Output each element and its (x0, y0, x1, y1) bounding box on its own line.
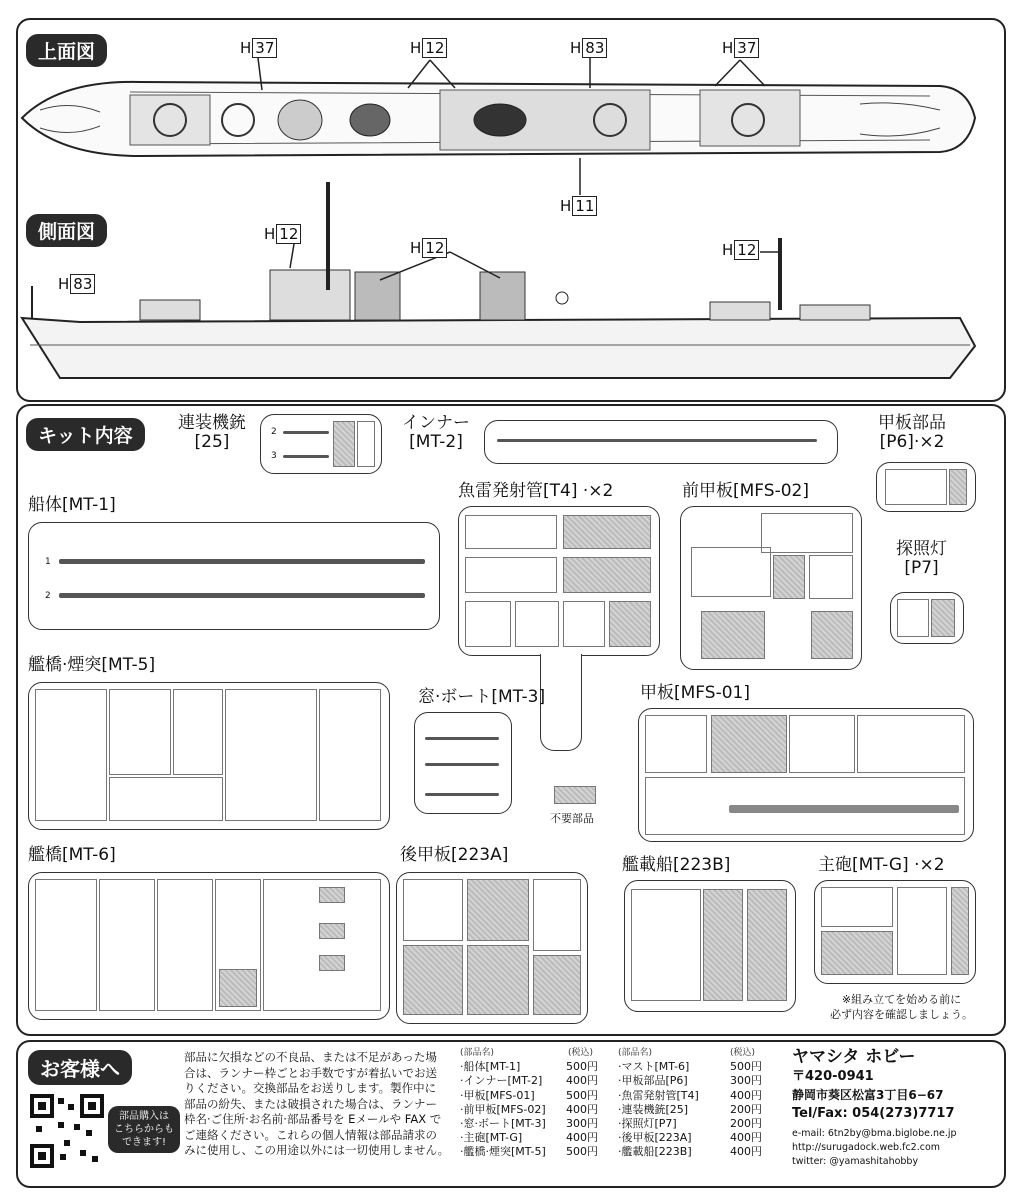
runner-p6-label: 甲板部品 [P6]·×2 (878, 413, 946, 452)
runner-p7-label: 探照灯 [P7] (896, 539, 947, 578)
runner-mt1-sprue: 1 2 (28, 522, 440, 630)
runner-mt1-label: 船体[MT-1] (28, 495, 116, 515)
company-twitter[interactable]: twitter: @yamashitahobby (792, 1156, 919, 1167)
price-row: ·後甲板[223A] 400円 (618, 1131, 762, 1145)
callout-top-h11: H 11 (560, 196, 597, 216)
kit-contents-heading: キット内容 (26, 418, 145, 451)
price-row: ·窓·ボート[MT-3] 300円 (460, 1116, 598, 1130)
callout-side-h12-funnel: H 12 (410, 238, 447, 258)
company-address: 静岡市葵区松富3丁目6−67 (792, 1088, 944, 1102)
runner-mtg-label: 主砲[MT-G] ·×2 (818, 855, 945, 875)
price-row: ·マスト[MT-6] 500円 (618, 1060, 762, 1074)
runner-t4-label: 魚雷発射管[T4] ·×2 (458, 481, 614, 501)
runner-mt5-sprue (28, 682, 390, 830)
price-row: ·探照灯[P7] 200円 (618, 1116, 762, 1130)
qr-caption: 部品購入は こちらからも できます! (108, 1106, 180, 1153)
check-contents-note: ※組み立てを始める前に 必ず内容を確認しましょう。 (830, 993, 973, 1021)
company-postal: 〒420-0941 (792, 1069, 874, 1084)
price-row: ·魚雷発射管[T4] 400円 (618, 1088, 762, 1102)
price-row: ·艦橋·煙突[MT-5] 500円 (460, 1145, 598, 1159)
runner-223b-sprue (624, 880, 796, 1012)
price-table-col2: (部品名) (税込) ·マスト[MT-6] 500円 ·甲板部品[P6] 300円 ·魚雷発射管[T4] 400円 ·連装機銃[25] 200円 ·探照灯[P7] 200円 ·後甲板[223A] 400円 ·艦載船[223B] 400円 (618, 1046, 774, 1160)
price-row: ·甲板[MFS-01] 500円 (460, 1088, 598, 1102)
runner-mt3-sprue (414, 712, 512, 814)
price-row: ·船体[MT-1] 500円 (460, 1060, 598, 1074)
runner-mfs02-sprue (680, 506, 862, 670)
price-row: ·インナー[MT-2] 400円 (460, 1074, 598, 1088)
runner-mt6-sprue (28, 872, 390, 1020)
customer-message: 部品に欠損などの不良品、または不足があった場 合は、ランナー枠ごとお手数ですが着払いでお送 りください。交換部品をお送りします。製作中に 部品の紛失、または破損された場合は、ランナー 枠名·ご住所·お名前·部品番号を Eメールや FAX で ご連絡ください。これらの個人情報は部品請求の みに使用し、この用途以外には一切使用しません。 (184, 1050, 450, 1157)
callout-top-h12: H 12 (410, 38, 447, 58)
company-info (792, 1046, 996, 1169)
price-table-col1: (部品名) (税込) ·船体[MT-1] 500円 ·インナー[MT-2] 400円 ·甲板[MFS-01] 500円 ·前甲板[MFS-02] 400円 ·窓·ボート[MT-3] 300円 ·主砲[MT-G] 400円 ·艦橋·煙突[MT-5] 500円 (460, 1046, 610, 1160)
runner-mfs01-label: 甲板[MFS-01] (640, 683, 750, 703)
runner-223b-label: 艦載船[223B] (622, 855, 731, 875)
price-row: ·主砲[MT-G] 400円 (460, 1131, 598, 1145)
price-row: ·前甲板[MFS-02] 400円 (460, 1102, 598, 1116)
runner-p7-sprue (890, 592, 964, 644)
unneeded-label: 不要部品 (550, 812, 594, 825)
runner-mt5-label: 艦橋·煙突[MT-5] (28, 655, 156, 675)
runner-mtg-sprue (814, 880, 976, 984)
runner-25-label: 連装機銃 [25] (178, 413, 246, 452)
customer-heading: お客様へ (28, 1050, 132, 1085)
runner-mfs02-label: 前甲板[MFS-02] (682, 481, 809, 501)
runner-mt2-label: インナー [MT-2] (402, 413, 470, 452)
top-view-heading: 上面図 (26, 34, 107, 67)
company-url[interactable]: http://surugadock.web.fc2.com (792, 1142, 941, 1153)
company-name: ヤマシタ ホビー (792, 1047, 916, 1067)
runner-223a-sprue (396, 872, 588, 1024)
company-email[interactable]: e-mail: 6tn2by@bma.biglobe.ne.jp (792, 1128, 957, 1139)
runner-t4-part59 (540, 654, 582, 751)
callout-top-h37-fore: H 37 (240, 38, 277, 58)
company-tel: Tel/Fax: 054(273)7717 (792, 1106, 955, 1121)
price-row: ·連装機銃[25] 200円 (618, 1102, 762, 1116)
runner-p6-sprue (876, 462, 976, 512)
callout-side-h83: H 83 (58, 274, 95, 294)
runner-t4-sprue (458, 506, 660, 656)
side-view-heading: 側面図 (26, 214, 107, 247)
callout-side-h12-aftmast: H 12 (722, 240, 759, 260)
runner-mt3-label: 窓·ボート[MT-3] (418, 687, 546, 707)
callout-side-h12-mast: H 12 (264, 224, 301, 244)
runner-25-sprue: 2 3 (260, 414, 382, 474)
runner-mt6-label: 艦橋[MT-6] (28, 845, 116, 865)
runner-mfs01-sprue (638, 708, 974, 842)
unneeded-swatch (554, 786, 596, 804)
runner-mt2-sprue (484, 420, 838, 464)
callout-top-h37-aft: H 37 (722, 38, 759, 58)
runner-223a-label: 後甲板[223A] (400, 845, 509, 865)
callout-top-h83: H 83 (570, 38, 607, 58)
price-row: ·艦載船[223B] 400円 (618, 1145, 762, 1159)
qr-code (30, 1094, 104, 1168)
price-row: ·甲板部品[P6] 300円 (618, 1074, 762, 1088)
top-view-ship-drawing (0, 0, 1020, 400)
